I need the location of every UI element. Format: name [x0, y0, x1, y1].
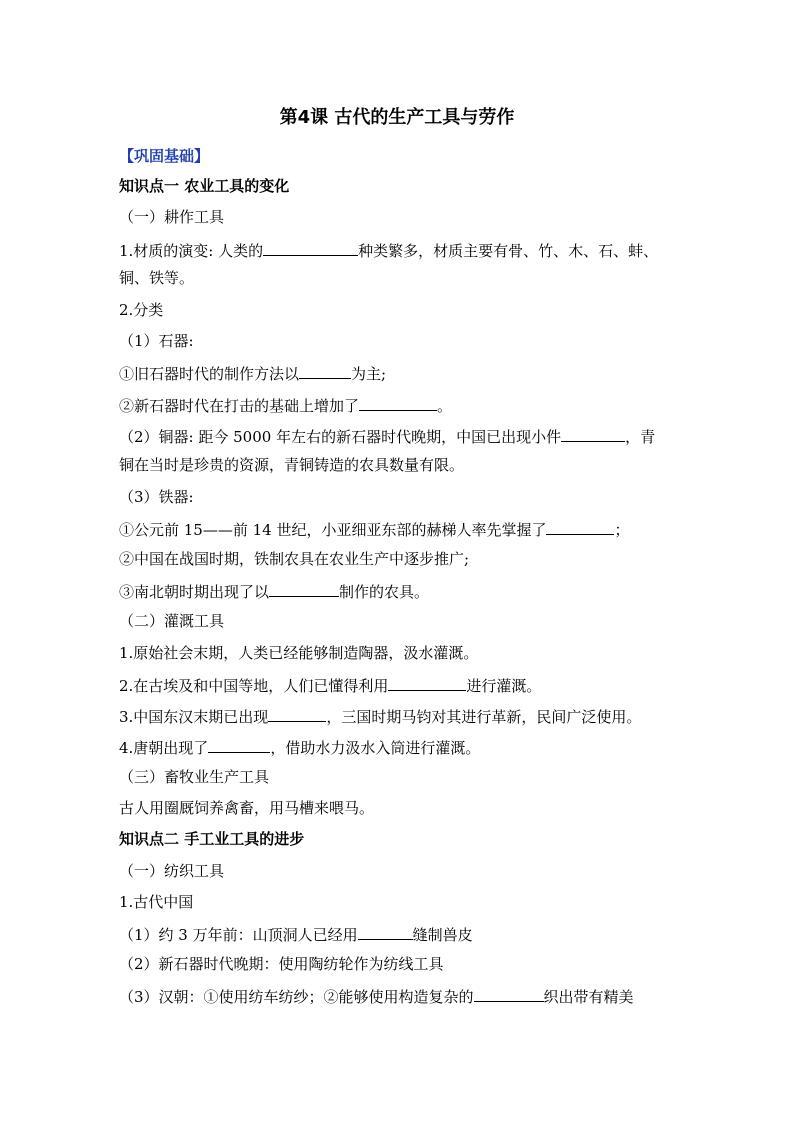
- hittite-line: ①公元前 15——前 14 世纪，小亚细亚东部的赫梯人率先掌握了 ；: [119, 518, 689, 540]
- irrigation-line-4: 4.唐朝出现了 ，借助水力汲水入筒进行灌溉。: [119, 736, 689, 758]
- material-line: 1.材质的演变: 人类的 种类繁多，材质主要有骨、竹、木、石、蚌、: [119, 239, 689, 261]
- irrigation-line-1: 1.原始社会末期，人类已经能够制造陶器，汲水灌溉。: [119, 644, 479, 662]
- neolithic-line: ②新石器时代在打击的基础上增加了 。: [119, 394, 689, 416]
- blank[interactable]: [561, 425, 625, 442]
- lesson-title: 第4课 古代的生产工具与劳作: [279, 107, 515, 128]
- textile-line-3: （3）汉朝：①使用纺车纺纱；②能够使用构造复杂的 织出带有精美: [119, 985, 689, 1007]
- iron-tools-heading: （3）铁器:: [119, 488, 194, 506]
- blank[interactable]: [546, 518, 614, 535]
- ancient-china-heading: 1.古代中国: [119, 893, 194, 911]
- section-tag: 【巩固基础】: [119, 147, 210, 165]
- subheading-livestock-tools: （三）畜牧业生产工具: [119, 768, 270, 786]
- bronze-line-cont: 铜在当时是珍贵的资源，青铜铸造的农具数量有限。: [119, 456, 465, 474]
- textile-line-2: （2）新石器时代晚期：使用陶纺轮作为纺线工具: [119, 955, 444, 973]
- bronze-line: （2）铜器: 距今 5000 年左右的新石器时代晚期，中国已出现小件 ，青: [119, 425, 689, 447]
- knowledge-point-2-heading: 知识点二 手工业工具的进步: [119, 830, 305, 848]
- subheading-textile-tools: （一）纺织工具: [119, 862, 225, 880]
- livestock-line: 古人用圈厩饲养禽畜，用马槽来喂马。: [119, 799, 375, 817]
- material-line-cont: 铜、铁等。: [119, 269, 195, 287]
- southern-northern-line: ③南北朝时期出现了以 制作的农具。: [119, 580, 689, 602]
- knowledge-point-1-heading: 知识点一 农业工具的变化: [119, 177, 290, 195]
- blank[interactable]: [388, 674, 466, 691]
- irrigation-line-3: 3.中国东汉末期已出现 ，三国时期马钧对其进行革新，民间广泛使用。: [119, 705, 689, 727]
- warring-states-line: ②中国在战国时期，铁制农具在农业生产中逐步推广;: [119, 550, 470, 568]
- blank[interactable]: [299, 362, 351, 379]
- paleolithic-line: ①旧石器时代的制作方法以 为主;: [119, 362, 689, 384]
- blank[interactable]: [359, 394, 437, 411]
- irrigation-line-2: 2.在古埃及和中国等地，人们已懂得利用 进行灌溉。: [119, 674, 689, 696]
- blank[interactable]: [268, 705, 326, 722]
- textile-line-1: （1）约 3 万年前：山顶洞人已经用 缝制兽皮: [119, 923, 689, 945]
- blank[interactable]: [474, 985, 544, 1002]
- subheading-farming-tools: （一）耕作工具: [119, 208, 225, 226]
- stone-tools-heading: （1）石器:: [119, 332, 194, 350]
- classification-heading: 2.分类: [119, 301, 164, 319]
- blank[interactable]: [358, 923, 413, 940]
- blank[interactable]: [269, 580, 339, 597]
- blank[interactable]: [208, 736, 270, 753]
- subheading-irrigation-tools: （二）灌溉工具: [119, 612, 225, 630]
- blank[interactable]: [263, 239, 358, 256]
